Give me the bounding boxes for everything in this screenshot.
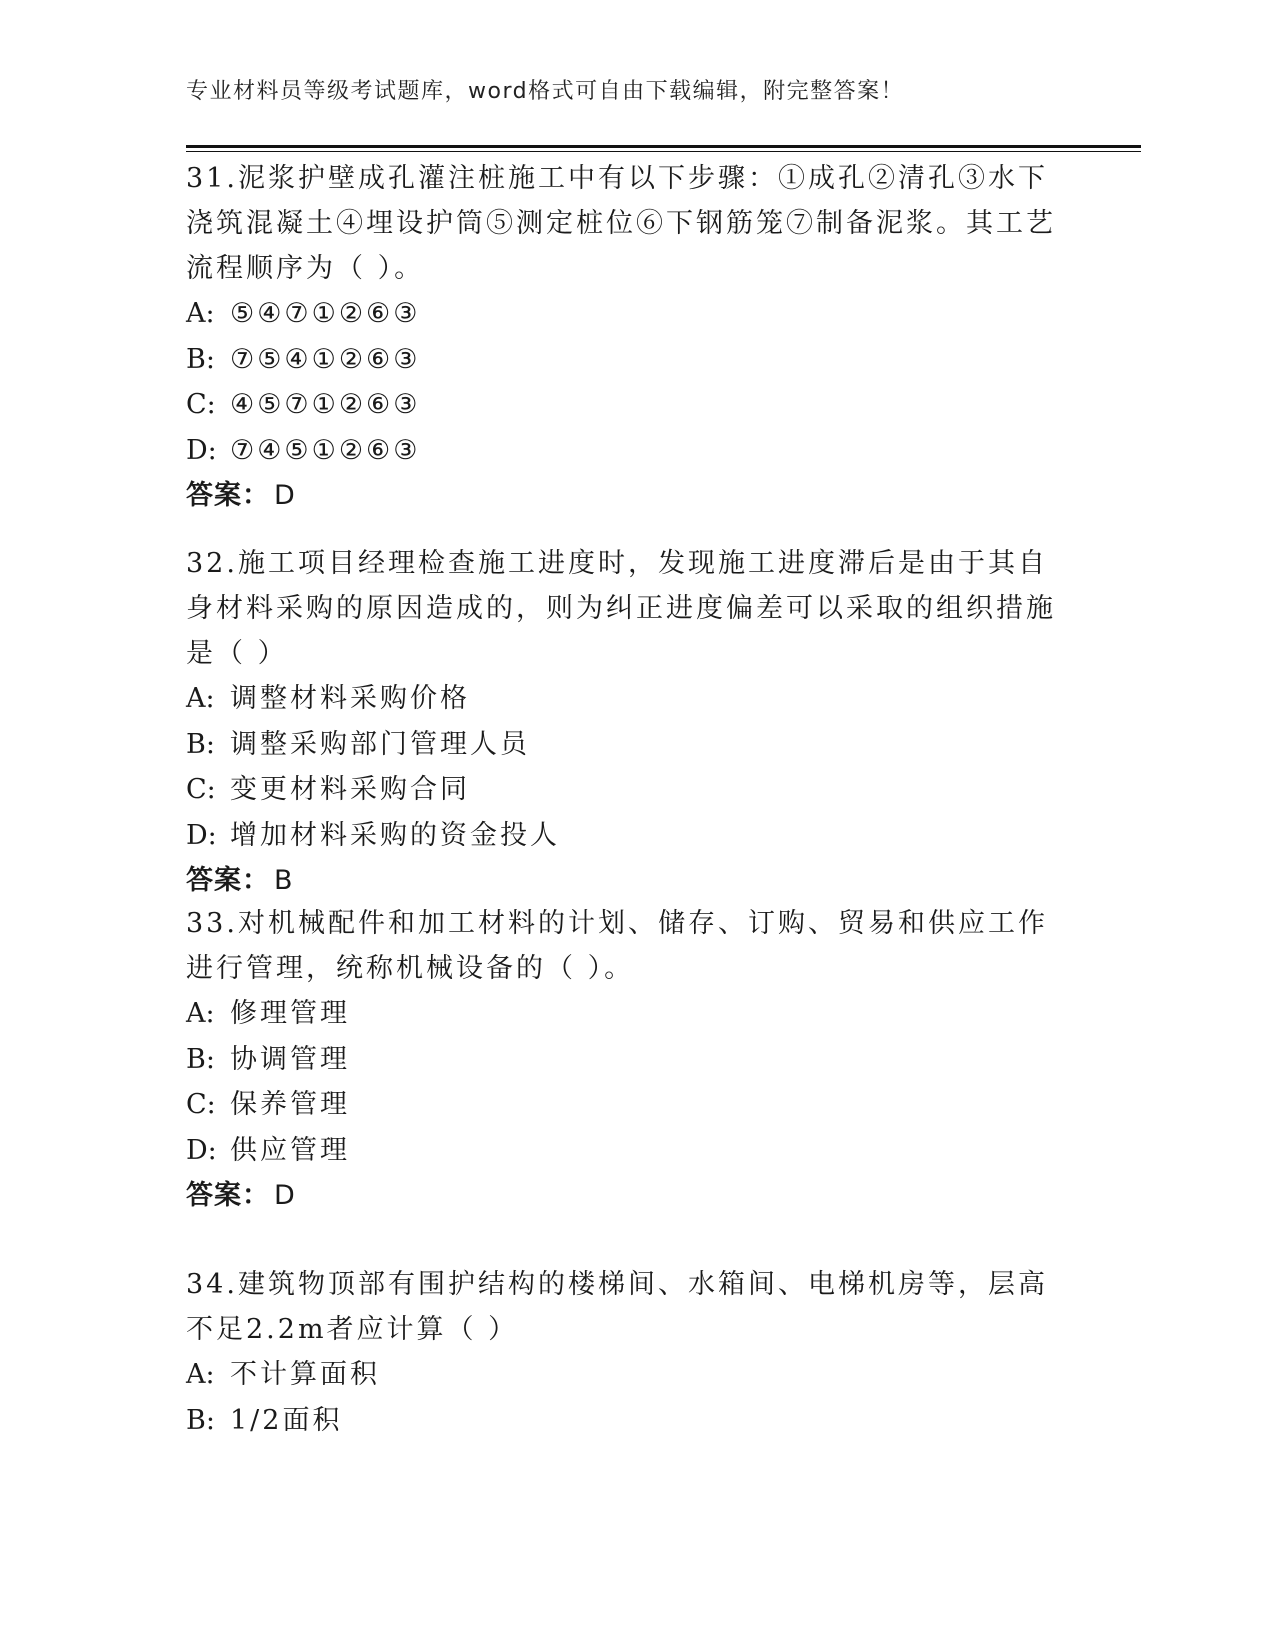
question-text — [186, 156, 1076, 291]
answer-value: D — [274, 480, 296, 511]
answer-value: B — [274, 865, 294, 896]
option-c — [186, 767, 1076, 813]
question-text — [186, 541, 1076, 676]
option-key: A: — [186, 298, 215, 329]
question-text — [186, 1262, 1076, 1352]
header-rule-thick — [186, 145, 1141, 148]
option-text: ⑦⑤④①②⑥③ — [230, 343, 421, 375]
option-text: 增加材料采购的资金投人 — [230, 819, 560, 851]
option-text: 调整采购部门管理人员 — [230, 728, 530, 760]
option-a — [186, 291, 1076, 337]
header-note: 专业材料员等级考试题库，word格式可自由下载编辑，附完整答案！ — [186, 79, 905, 104]
option-key: B: — [186, 343, 215, 375]
question-stem: 施工项目经理检查施工进度时，发现施工进度滞后是由于其自身材料采购的原因造成的，则为纠正进度偏差可以采取的组织措施是（ ） — [186, 548, 1056, 669]
answer-value: D — [274, 1180, 296, 1211]
question-32 — [186, 541, 1076, 904]
option-key: A: — [186, 1359, 215, 1390]
option-text: ⑤④⑦①②⑥③ — [230, 298, 421, 329]
option-key: C: — [186, 389, 216, 420]
option-key: C: — [186, 1089, 216, 1120]
question-stem: 泥浆护壁成孔灌注桩施工中有以下步骤：①成孔②清孔③水下浇筑混凝土④埋设护筒⑤测定桩位⑥下钢筋笼⑦制备泥浆。其工艺流程顺序为（ ）。 — [186, 163, 1056, 284]
option-key: B: — [186, 728, 215, 760]
question-number: 31. — [186, 163, 238, 194]
option-key: A: — [186, 998, 215, 1029]
option-text: ④⑤⑦①②⑥③ — [230, 389, 421, 420]
option-key: C: — [186, 774, 216, 805]
question-number: 32. — [186, 548, 238, 579]
option-key: D: — [186, 819, 217, 851]
option-c — [186, 1082, 1076, 1128]
option-b — [186, 1398, 1076, 1444]
question-stem: 建筑物顶部有围护结构的楼梯间、水箱间、电梯机房等，层高不足2.2m者应计算（ ） — [186, 1269, 1048, 1345]
option-key: A: — [186, 683, 215, 714]
answer-label: 答案： — [186, 1180, 270, 1211]
question-text — [186, 901, 1076, 991]
option-text: 修理管理 — [230, 998, 350, 1029]
option-text: 不计算面积 — [230, 1359, 380, 1390]
question-stem: 对机械配件和加工材料的计划、储存、订购、贸易和供应工作进行管理，统称机械设备的（ ）。 — [186, 908, 1048, 984]
option-text: 协调管理 — [230, 1043, 350, 1075]
answer-label: 答案： — [186, 480, 270, 511]
option-text: 1/2面积 — [230, 1404, 343, 1436]
option-key: B: — [186, 1404, 215, 1436]
question-number: 33. — [186, 908, 238, 939]
answer-line — [186, 858, 1076, 904]
option-d — [186, 813, 1076, 859]
option-text: 供应管理 — [230, 1134, 350, 1166]
question-34 — [186, 1262, 1076, 1443]
option-a — [186, 991, 1076, 1037]
answer-label: 答案： — [186, 865, 270, 896]
option-b — [186, 1037, 1076, 1083]
question-number: 34. — [186, 1269, 238, 1300]
option-text: 保养管理 — [230, 1089, 350, 1120]
option-a — [186, 676, 1076, 722]
answer-line — [186, 1173, 1076, 1219]
option-text: 变更材料采购合同 — [230, 774, 470, 805]
option-key: D: — [186, 1134, 217, 1166]
header-rule-thin — [186, 151, 1141, 152]
question-33 — [186, 901, 1076, 1219]
answer-line — [186, 473, 1076, 519]
option-key: B: — [186, 1043, 215, 1075]
option-key: D: — [186, 434, 217, 466]
option-c — [186, 382, 1076, 428]
option-d — [186, 1128, 1076, 1174]
option-b — [186, 722, 1076, 768]
option-text: ⑦④⑤①②⑥③ — [230, 434, 421, 466]
option-text: 调整材料采购价格 — [230, 683, 470, 714]
option-d — [186, 428, 1076, 474]
question-31 — [186, 156, 1076, 519]
option-a — [186, 1352, 1076, 1398]
option-b — [186, 337, 1076, 383]
